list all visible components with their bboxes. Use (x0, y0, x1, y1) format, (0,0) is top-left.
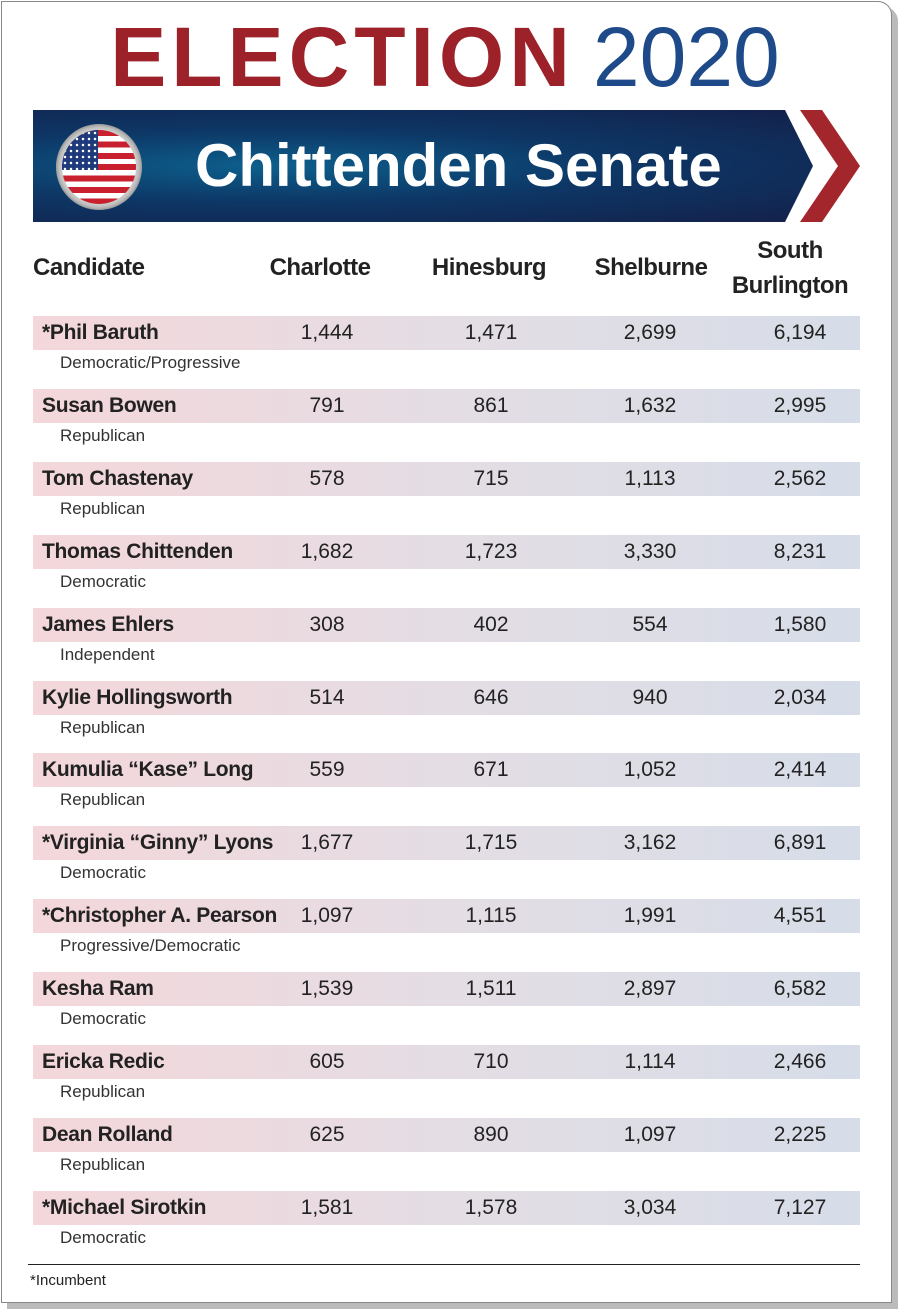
candidate-party: Republican (60, 790, 146, 810)
vote-count: 1,114 (624, 1050, 676, 1073)
header-burlington: Burlington (731, 272, 849, 299)
banner-title: Chittenden Senate (195, 132, 722, 199)
vote-count: 715 (473, 466, 509, 490)
vote-count: 2,034 (773, 685, 827, 709)
vote-count: 402 (473, 612, 509, 636)
vote-count: 2,699 (623, 321, 677, 344)
candidate-party: Progressive/Democratic (60, 936, 241, 956)
candidate-party: Independent (60, 644, 155, 664)
candidate-name: Kumulia “Kase” Long (42, 758, 254, 782)
vote-count: 940 (632, 685, 668, 709)
vote-count: 8,231 (773, 539, 827, 563)
vote-count: 1,539 (300, 977, 354, 1001)
vote-count: 710 (473, 1050, 509, 1073)
candidate-name: James Ehlers (42, 612, 174, 636)
vote-count: 2,466 (773, 1050, 827, 1073)
vote-count: 554 (632, 612, 668, 636)
vote-count: 1,682 (300, 539, 354, 563)
footnote: *Incumbent (30, 1272, 106, 1289)
vote-count: 861 (473, 393, 509, 417)
vote-count: 1,723 (464, 539, 518, 563)
candidate-name: Kylie Hollingsworth (42, 685, 233, 709)
vote-count: 1,052 (623, 758, 677, 782)
vote-count: 2,225 (773, 1122, 827, 1146)
vote-count: 3,034 (623, 1195, 677, 1219)
candidate-name: *Virginia “Ginny” Lyons (42, 831, 274, 855)
header-shelburne: Shelburne (594, 254, 708, 281)
vote-count: 7,127 (773, 1195, 827, 1219)
vote-count: 559 (309, 758, 345, 782)
vote-count: 3,162 (623, 831, 677, 855)
us-flag-icon (56, 124, 142, 210)
candidate-name: Tom Chastenay (42, 466, 193, 490)
header-south: South (757, 237, 823, 264)
candidate-party: Democratic (60, 1227, 146, 1247)
divider (28, 1264, 860, 1265)
vote-count: 1,097 (623, 1122, 677, 1146)
vote-count: 625 (309, 1122, 345, 1146)
candidate-party: Democratic (60, 863, 146, 883)
vote-count: 6,891 (773, 831, 827, 855)
header-charlotte: Charlotte (269, 254, 371, 281)
vote-count: 2,414 (773, 758, 827, 782)
vote-count: 646 (473, 685, 509, 709)
candidate-party: Democratic (60, 1009, 146, 1029)
candidate-name: *Christopher A. Pearson (42, 904, 278, 928)
vote-count: 2,995 (773, 393, 827, 417)
vote-count: 1,632 (623, 393, 677, 417)
vote-count: 1,580 (773, 612, 827, 636)
candidate-party: Republican (60, 717, 146, 737)
vote-count: 1,471 (464, 321, 518, 344)
vote-count: 1,581 (300, 1195, 354, 1219)
vote-count: 1,578 (464, 1195, 518, 1219)
candidate-name: Thomas Chittenden (42, 539, 233, 563)
vote-count: 1,715 (464, 831, 518, 855)
candidate-name: Ericka Redic (42, 1050, 165, 1073)
vote-count: 308 (309, 612, 345, 636)
vote-count: 1,115 (465, 904, 517, 928)
candidate-name: Susan Bowen (42, 393, 177, 417)
vote-count: 605 (309, 1050, 345, 1073)
vote-count: 514 (309, 685, 345, 709)
candidate-party: Republican (60, 498, 146, 518)
vote-count: 1,444 (300, 321, 354, 344)
candidate-party: Republican (60, 425, 146, 445)
title-word: ELECTION (110, 10, 575, 104)
vote-count: 2,897 (623, 977, 677, 1001)
page-title (0, 12, 890, 102)
candidate-party: Democratic (60, 571, 146, 591)
vote-count: 2,562 (773, 466, 827, 490)
candidate-name: Kesha Ram (42, 977, 154, 1001)
vote-count: 1,677 (300, 831, 354, 855)
title-year: 2020 (592, 10, 780, 104)
candidate-name: Dean Rolland (42, 1122, 173, 1146)
vote-count: 671 (473, 758, 509, 782)
vote-count: 1,113 (624, 466, 676, 490)
header-hinesburg: Hinesburg (431, 254, 547, 281)
candidate-party: Republican (60, 1154, 146, 1174)
vote-count: 1,097 (300, 904, 354, 928)
vote-count: 791 (309, 393, 345, 417)
vote-count: 4,551 (773, 904, 827, 928)
vote-count: 3,330 (623, 539, 677, 563)
header-candidate: Candidate (33, 254, 145, 281)
vote-count: 890 (473, 1122, 509, 1146)
vote-count: 6,582 (773, 977, 827, 1001)
vote-count: 1,991 (623, 904, 677, 928)
vote-count: 1,511 (465, 977, 517, 1001)
candidate-name: *Phil Baruth (42, 321, 159, 344)
candidate-party: Democratic/Progressive (60, 353, 241, 372)
candidate-name: *Michael Sirotkin (42, 1195, 207, 1219)
vote-count: 578 (309, 466, 345, 490)
candidate-party: Republican (60, 1082, 146, 1101)
vote-count: 6,194 (773, 321, 827, 344)
